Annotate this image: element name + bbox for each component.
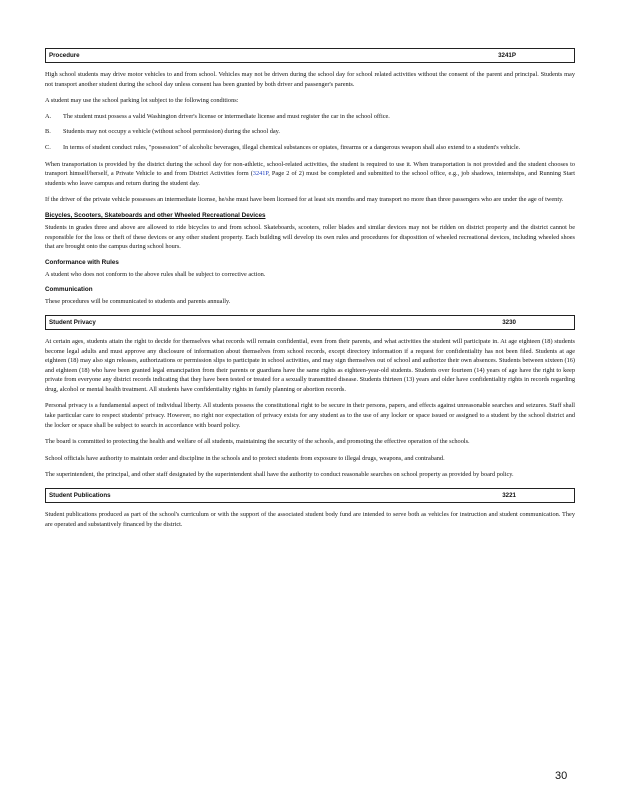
list-text: In terms of student conduct rules, "possession" of alcoholic beverages, illegal chemical substances or opiates, firearms or a dangerous weapon shall also extend to a student's vehicle. <box>63 143 521 151</box>
list-text: The student must possess a valid Washington driver's license or intermediate license and must register the car in the school office. <box>63 112 390 120</box>
subheading: Conformance with Rules <box>45 258 119 266</box>
paragraph: At certain ages, students attain the right to decide for themselves what records will remain confidential, even from their parents, and what activities the student will participate in. At age eighteen (18) students become legal adults and must approve any disclosure of information about themselves from school records, except directory information if a request for confidentiality has not been filed. Students at age eighteen (18) may also sign releases, authorizations or permission slips to participate in school activities, and may sign themselves out of school and authorize their own absences. Students between sixteen (16) and eighteen (18) who have been granted legal emancipation from their parents or guardians have the same rights as eighteen-year-old students. Students over fourteen (14) years of age have the right to keep private from everyone any district records indicating that they have been tested or treated for a sexually transmitted disease. Students thirteen (13) years and older have confidentiality rights in records regarding drug, alcohol or mental health treatment. All students have confidentiality rights in family planning or abortion records. <box>45 337 575 393</box>
form-reference-link[interactable]: 3241P <box>252 170 269 178</box>
paragraph: High school students may drive motor vehicles to and from school. Vehicles may not be driven during the school day for school related activities without the consent of the parent and principal. Students may not transport another student during the school day unless consent has been granted by both driver and passenger's parents. <box>45 71 575 88</box>
paragraph: The board is committed to protecting the health and welfare of all students, maintaining the security of the schools, and promoting the effective operation of the schools. <box>45 438 470 446</box>
subheading: Bicycles, Scooters, Skateboards and other Wheeled Recreational Devices <box>45 211 266 219</box>
section-title: Student Publications <box>49 492 111 500</box>
paragraph: Students in grades three and above are allowed to ride bicycles to and from school. Skateboards, scooters, roller blades and similar devices may not be ridden on district property and the district cannot be responsible for the loss or theft of these devices or any other student property. Each building will develop its own rules and procedures for disposition of wheeled recreational devices, including wheeled shoes that are brought onto the campus during school hours. <box>45 223 575 251</box>
list-key: C. <box>45 143 51 151</box>
subheading: Communication <box>45 286 93 294</box>
paragraph: Student publications produced as part of the school's curriculum or with the support of the associated student body fund are intended to serve both as vehicles for instruction and student communication. They are operated and substantively financed by the district. <box>45 511 575 528</box>
paragraph: A student who does not conform to the above rules shall be subject to corrective action. <box>45 270 266 278</box>
paragraph-text: When transportation is provided by the district during the school day for non-athletic, school-related activities, the student is required to use it. When transportation is not provided and the student chooses to transport himself/herself, a Private Vehicle to and from District Activities form ( <box>45 160 575 178</box>
section-title: Student Privacy <box>49 318 96 326</box>
paragraph: Personal privacy is a fundamental aspect of individual liberty. All students possess the constitutional right to be secure in their persons, papers, and effects against unreasonable searches and seizures. Staff shall take particular care to respect students' privacy. However, no right nor expectation of privacy exists for any student as to the use of any locker or space issued or assigned to a student by the school district and the locker or space shall be subject to search in accordance with board policy. <box>45 402 575 429</box>
policy-number: 3221 <box>502 492 516 500</box>
list-item <box>45 127 575 137</box>
section-header-procedure <box>45 48 575 63</box>
list-item <box>45 143 575 153</box>
section-header-student-privacy <box>45 315 575 330</box>
document-page <box>45 48 575 529</box>
paragraph: These procedures will be communicated to students and parents annually. <box>45 298 231 306</box>
paragraph: A student may use the school parking lot subject to the following conditions: <box>45 97 239 105</box>
paragraph-text: , Page 2 of 2) must be completed and submitted to the school office, e.g., job shadows, internships, and Running Start students who leave campus and return during the student day. <box>45 170 575 187</box>
page-number: 30 <box>555 770 568 782</box>
paragraph: The superintendent, the principal, and other staff designated by the superintendent shall have the authority to conduct reasonable searches on school property as provided by board policy. <box>45 471 514 479</box>
policy-number: 3230 <box>502 318 516 326</box>
paragraph: If the driver of the private vehicle possesses an intermediate license, he/she must have been licensed for at least six months and may transport no more than three passengers who are under the age of twenty. <box>45 196 564 204</box>
paragraph <box>45 160 575 189</box>
list-key: B. <box>45 128 51 136</box>
policy-number: 3241P <box>498 52 516 59</box>
list-item <box>45 112 575 122</box>
list-key: A. <box>45 112 52 120</box>
list-text: Students may not occupy a vehicle (without school permission) during the school day. <box>63 128 280 136</box>
paragraph: School officials have authority to maintain order and discipline in the schools and to protect students from exposure to illegal drugs, weapons, and contraband. <box>45 454 445 462</box>
section-header-student-publications <box>45 488 575 503</box>
section-title: Procedure <box>49 52 80 59</box>
